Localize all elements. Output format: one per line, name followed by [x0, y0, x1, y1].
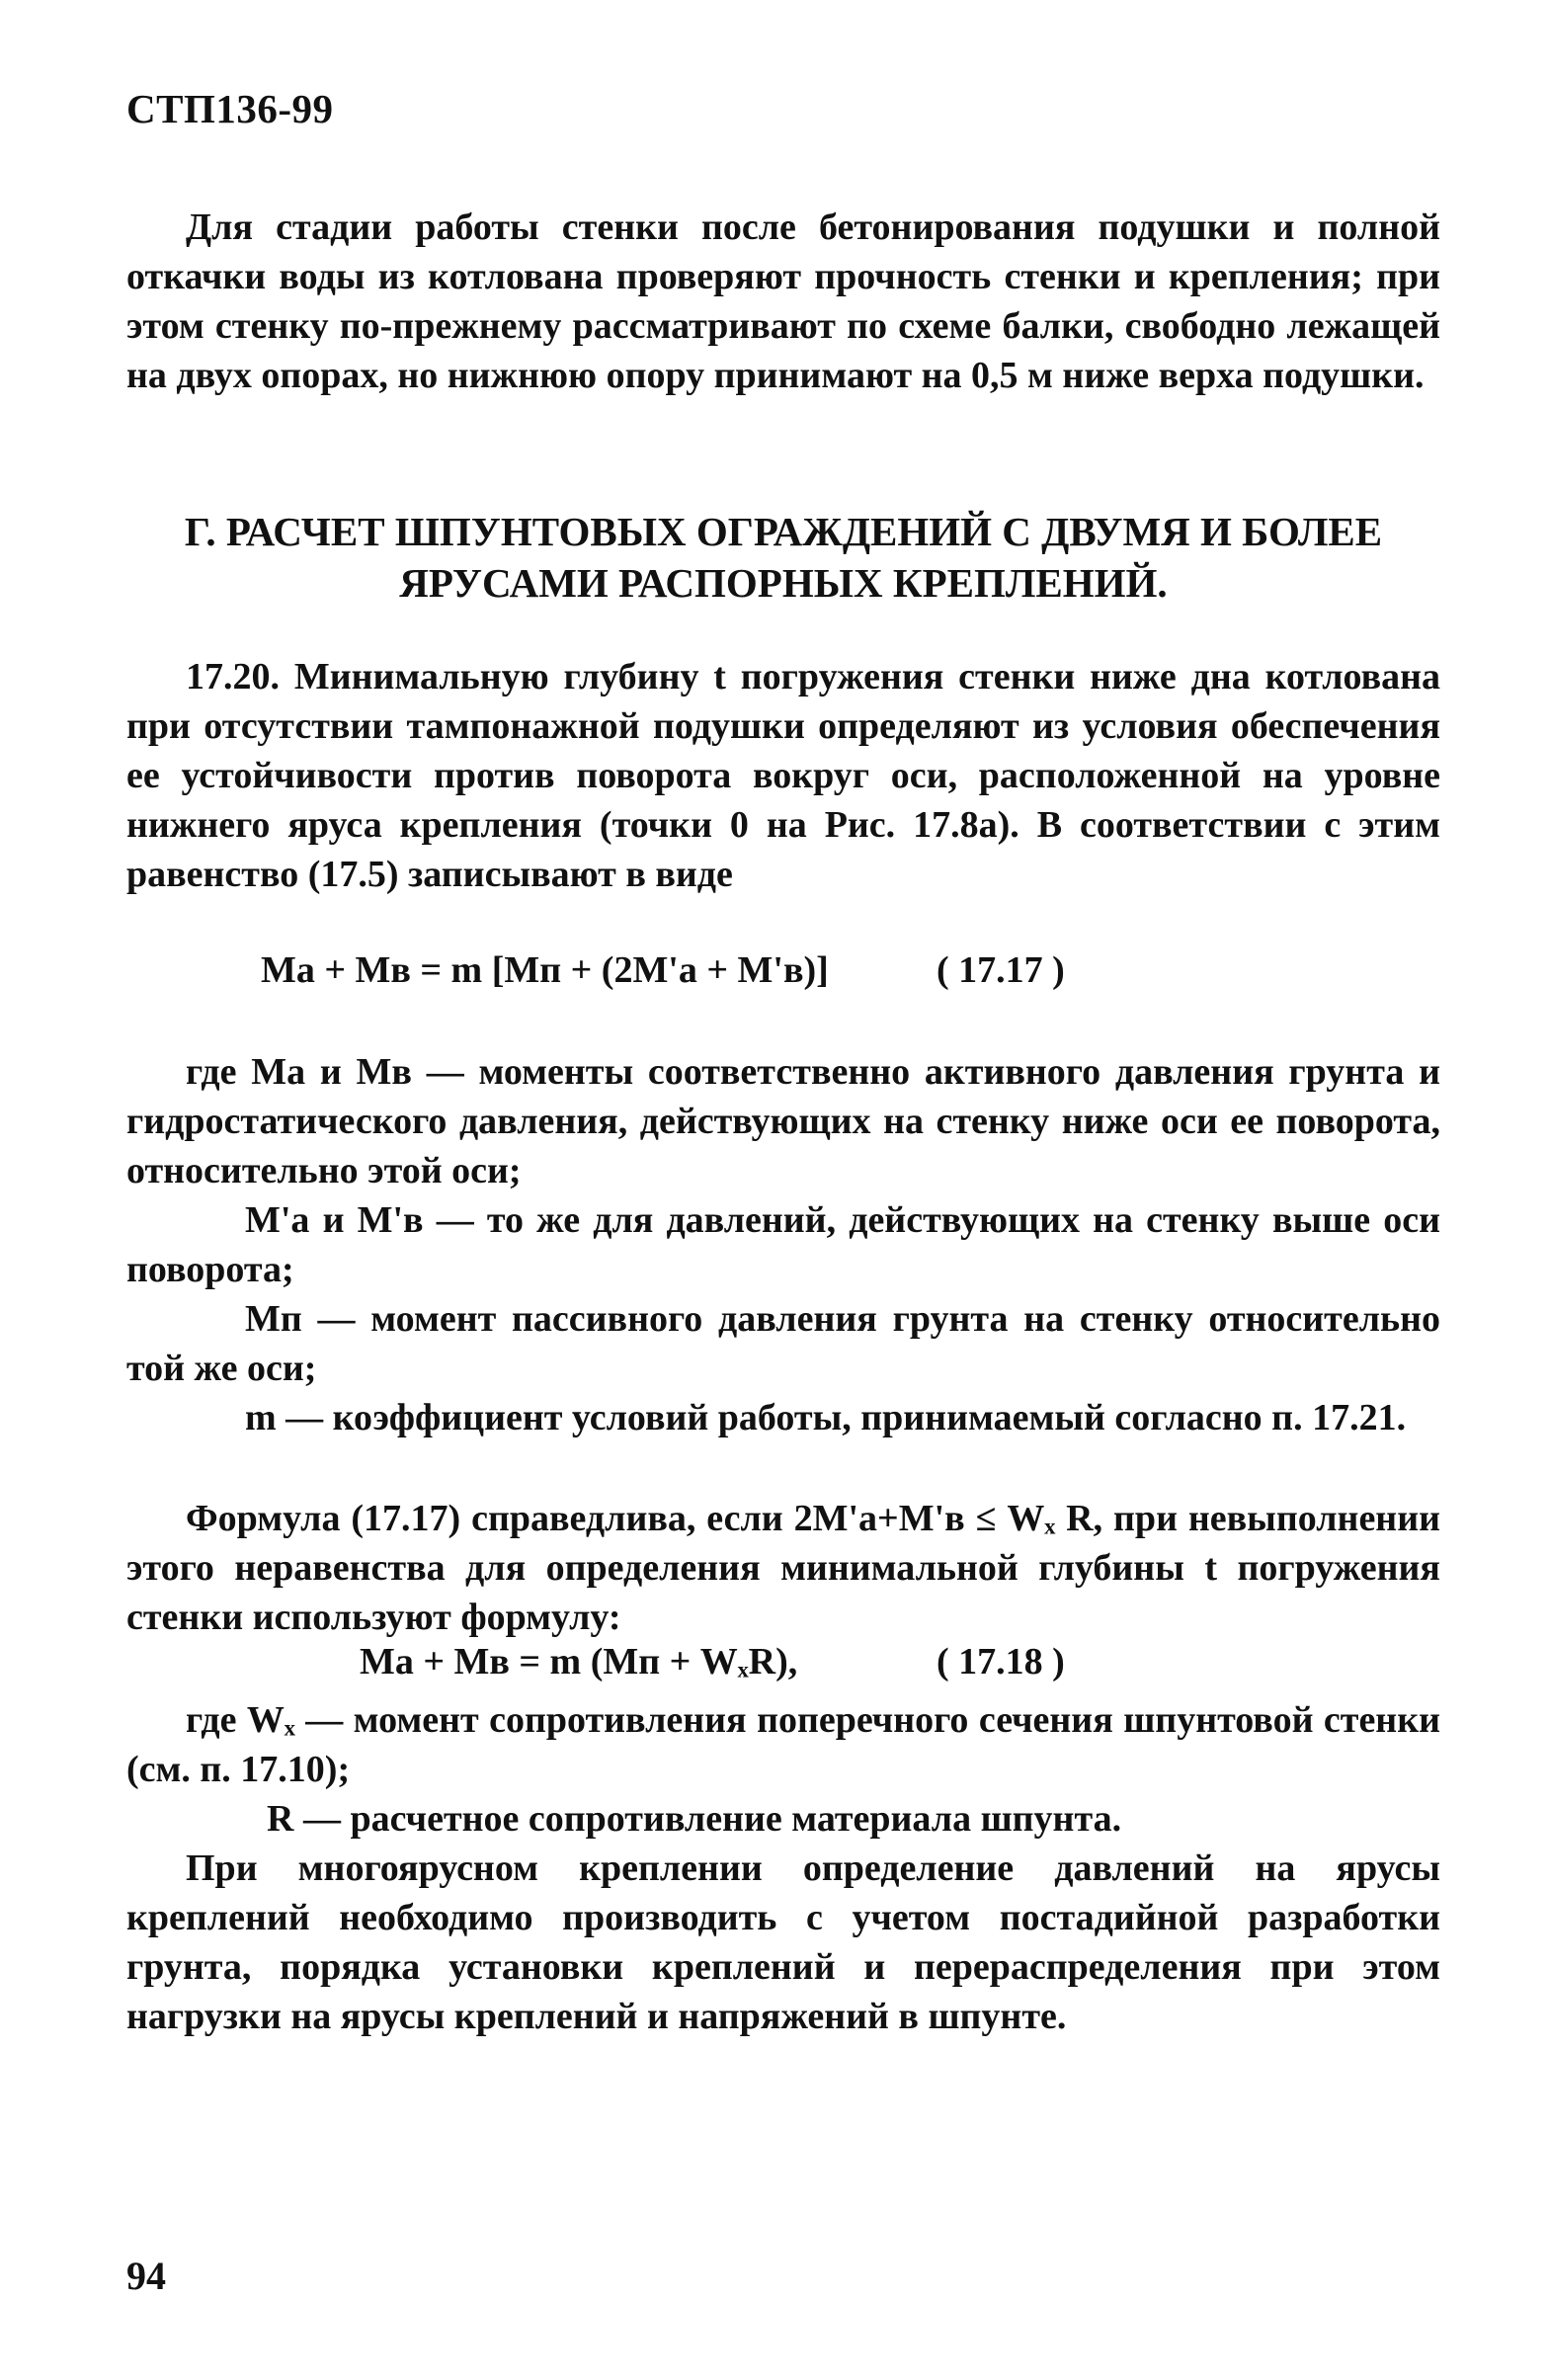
section-heading: [126, 506, 1440, 609]
definition-wx: где Wₓ — момент сопротивления поперечного сечения шпунтовой стенки (см. п. 17.10);: [126, 1699, 1440, 1790]
paragraph-formula-validity: Формула (17.17) справедлива, если 2М'а+М'в ≤ Wₓ R, при невыполнении этого неравенства для определения минимальной глубины t погружения стенки используют формулу:: [126, 1498, 1440, 1638]
definition-m: m — коэффициент условий работы, принимаемый согласно п. 17.21.: [245, 1397, 1407, 1438]
formula-number: ( 17.18 ): [937, 1641, 1065, 1682]
formula-17-17: [126, 948, 1440, 1000]
document-code: СТП136-99: [126, 86, 334, 131]
definition-mp: Мп — момент пассивного давления грунта на стенку относительно той же оси;: [126, 1298, 1440, 1389]
paragraph-concreting-stage: Для стадии работы стенки после бетонирования подушки и полной откачки воды из котлована проверяют прочность стенки и крепления; при этом стенку по-прежнему рассматривают по схеме балки, свободно лежащей на двух опорах, но нижнюю опору принимают на 0,5 м ниже верха подушки.: [126, 206, 1440, 396]
section-heading-line-2: ЯРУСАМИ РАСПОРНЫХ КРЕПЛЕНИЙ.: [399, 560, 1168, 606]
definition-r: R — расчетное сопротивление материала шпунта.: [267, 1798, 1122, 1840]
paragraph-17-20: 17.20. Минимальную глубину t погружения стенки ниже дна котлована при отсутствии тампонажной подушки определяют из условия обеспечения ее устойчивости против поворота вокруг оси, расположенной на уровне нижнего яруса крепления (точки 0 на Рис. 17.8а). В соответствии с этим равенство (17.5) записывают в виде: [126, 656, 1440, 895]
section-heading-line-1: Г. РАСЧЕТ ШПУНТОВЫХ ОГРАЖДЕНИЙ С ДВУМЯ И БОЛЕЕ: [184, 509, 1383, 554]
formula-17-18: [126, 1640, 1440, 1691]
formula-number: ( 17.17 ): [937, 949, 1065, 991]
formula-expression: Ма + Мв = m [Мп + (2М'а + М'в)]: [261, 949, 829, 991]
definition-ma-mv: где Ма и Мв — моменты соответственно активного давления грунта и гидростатического давления, действующих на стенку ниже оси ее поворота, относительно этой оси;: [126, 1051, 1440, 1191]
paragraph-multi-tier: При многоярусном креплении определение давлений на ярусы креплений необходимо производить с учетом постадийной разработки грунта, порядка установки креплений и перераспределения при этом нагрузки на ярусы креплений и напряжений в шпунте.: [126, 1847, 1440, 2037]
page-number: 94: [126, 2254, 166, 2298]
definition-ma-prime: М'а и М'в — то же для давлений, действующих на стенку выше оси поворота;: [126, 1199, 1440, 1290]
formula-expression: Ма + Мв = m (Мп + WₓR),: [360, 1641, 798, 1682]
